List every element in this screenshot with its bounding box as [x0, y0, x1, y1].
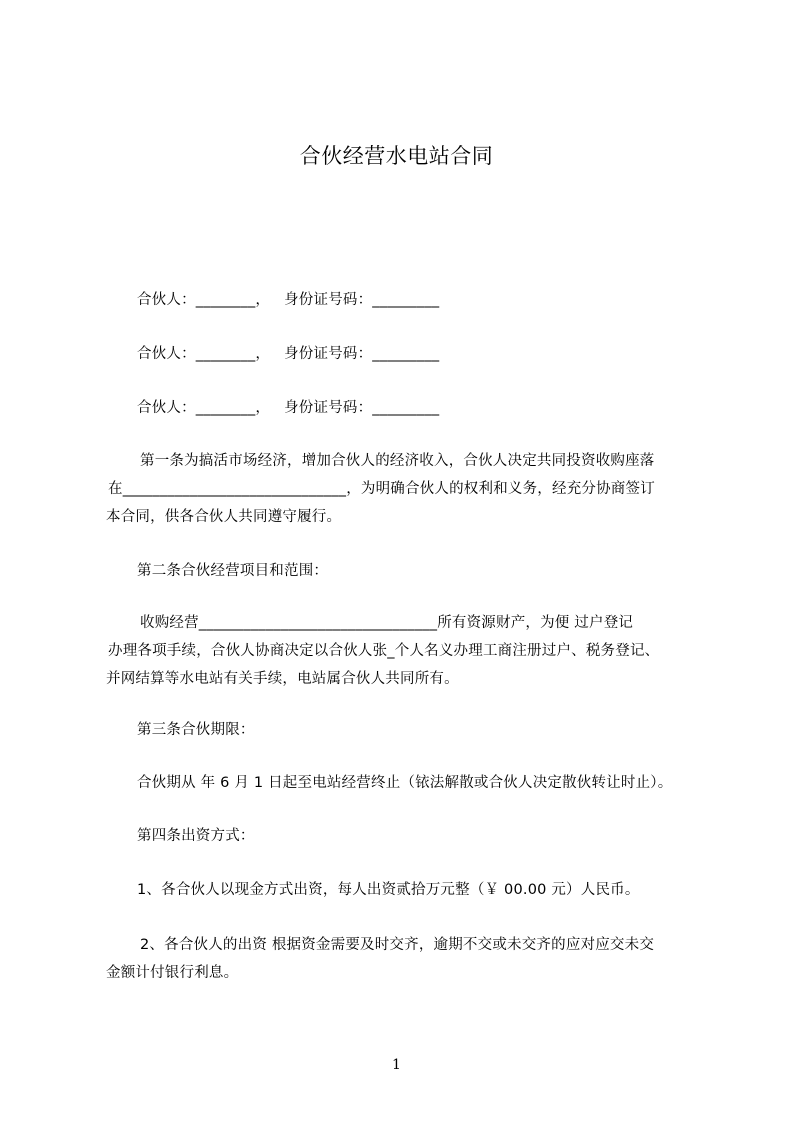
document-title: 合伙经营水电站合同 [299, 144, 494, 168]
article4-item1: 1、各合伙人以现金方式出资，每人出资贰拾万元整（￥ 00.00 元）人民币。 [137, 882, 640, 898]
article1-line3: 本合同，供各合伙人共同遵守履行。 [106, 509, 342, 525]
party-line-2 [137, 343, 439, 365]
party-line-1 [137, 289, 439, 311]
article3-line1: 合伙期从 年 6 月 1 日起至电站经营终止（铱法解散或合伙人决定散伙转让时止）。 [137, 775, 673, 791]
article1-line2: 在______________________________，为明确合伙人的权利和义务，经充分协商签订 [108, 481, 655, 497]
party-name-label: 合伙人：________， [137, 292, 271, 308]
party-id-label: 身份证号码：_________ [284, 400, 440, 416]
article4-heading: 第四条出资方式： [137, 828, 255, 844]
article4-item2-line2: 金额计付银行利息。 [106, 965, 239, 981]
article3-heading: 第三条合伙期限： [137, 722, 255, 738]
article4-item2-line1: 2、各合伙人的出资 根据资金需要及时交齐，逾期不交或未交齐的应对应交未交 [140, 937, 655, 953]
article2-heading: 第二条合伙经营项目和范围： [137, 563, 329, 579]
party-name-label: 合伙人：________， [137, 400, 271, 416]
party-id-label: 身份证号码：_________ [284, 346, 440, 362]
article1-line1: 第一条为搞活市场经济，增加合伙人的经济收入，合伙人决定共同投资收购座落 [140, 453, 655, 469]
party-id-label: 身份证号码：_________ [284, 292, 440, 308]
article2-line1: 收购经营________________________________所有资源财产，为便 过户登记 [140, 615, 634, 631]
party-name-label: 合伙人：________， [137, 346, 271, 362]
article2-line2: 办理各项手续，合伙人协商决定以合伙人张_个人名义办理工商注册过户、税务登记、 [108, 643, 660, 659]
party-line-3 [137, 397, 439, 419]
page-number: 1 [392, 1057, 401, 1073]
article2-line3: 并网结算等水电站有关手续，电站属合伙人共同所有。 [106, 671, 459, 687]
